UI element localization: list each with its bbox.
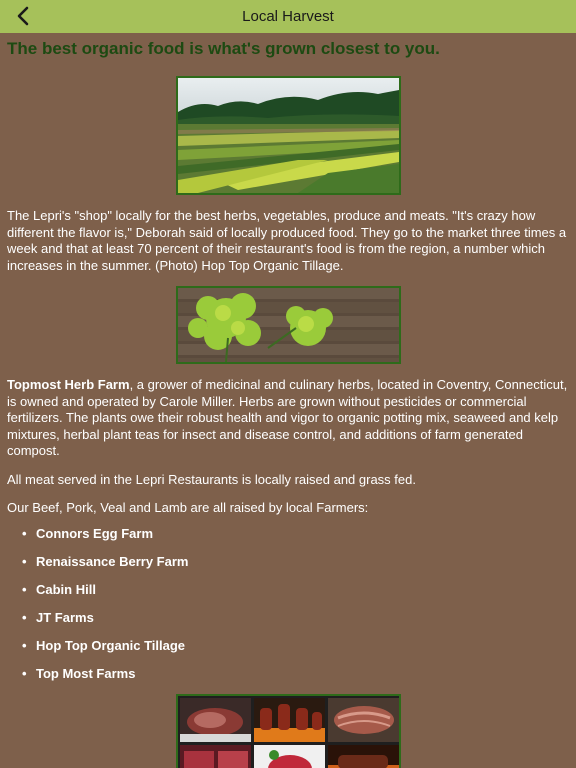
meat-photo (180, 745, 251, 768)
herb-farm-name: Topmost Herb Farm (7, 377, 130, 392)
meat-photo (254, 698, 325, 742)
herb-farm-description: , a grower of medicinal and culinary herbs, located in Coventry, Connecticut, is owned and operated by Carole Miller. Herbs are grown without pesticides or commercial fertilizers. The plants owe their robust health and vigor to organic potting mix, seaweed and kelp mixtures, herbal plant teas for insect and disease control, and additions of farm generated compost. (7, 377, 568, 458)
field-photo (176, 76, 401, 195)
herb-farm-paragraph (7, 377, 569, 460)
list-item: • Connors Egg Farm (22, 526, 154, 541)
list-item: • Cabin Hill (22, 582, 96, 597)
herb-photo (176, 286, 401, 364)
chevron-left-icon (16, 6, 30, 26)
farmers-paragraph: Our Beef, Pork, Veal and Lamb are all raised by local Farmers: (7, 500, 369, 515)
page-headline: The best organic food is what's grown closest to you. (7, 39, 440, 58)
list-item: • Hop Top Organic Tillage (22, 638, 186, 653)
meat-photo (328, 745, 399, 768)
intro-paragraph: The Lepri's "shop" locally for the best herbs, vegetables, produce and meats. "It's crazy how different the flavor is," Deborah said of locally produced food. They go to the market three times a week and that at least 70 percent of their restaurant's food is from the region, a number which increases in the summer. (Photo) Hop Top Organic Tillage. (7, 208, 567, 273)
list-item: • Renaissance Berry Farm (22, 554, 189, 569)
meat-paragraph: All meat served in the Lepri Restaurants is locally raised and grass fed. (7, 472, 416, 487)
nav-title: Local Harvest (242, 8, 334, 25)
meat-photo (180, 698, 251, 742)
list-item: • JT Farms (22, 610, 94, 625)
list-item: • Top Most Farms (22, 666, 136, 681)
meat-photo (328, 698, 399, 742)
meat-photo-grid (176, 694, 401, 768)
navigation-bar (0, 0, 576, 33)
back-button[interactable] (12, 5, 34, 27)
meat-photo (254, 745, 325, 768)
